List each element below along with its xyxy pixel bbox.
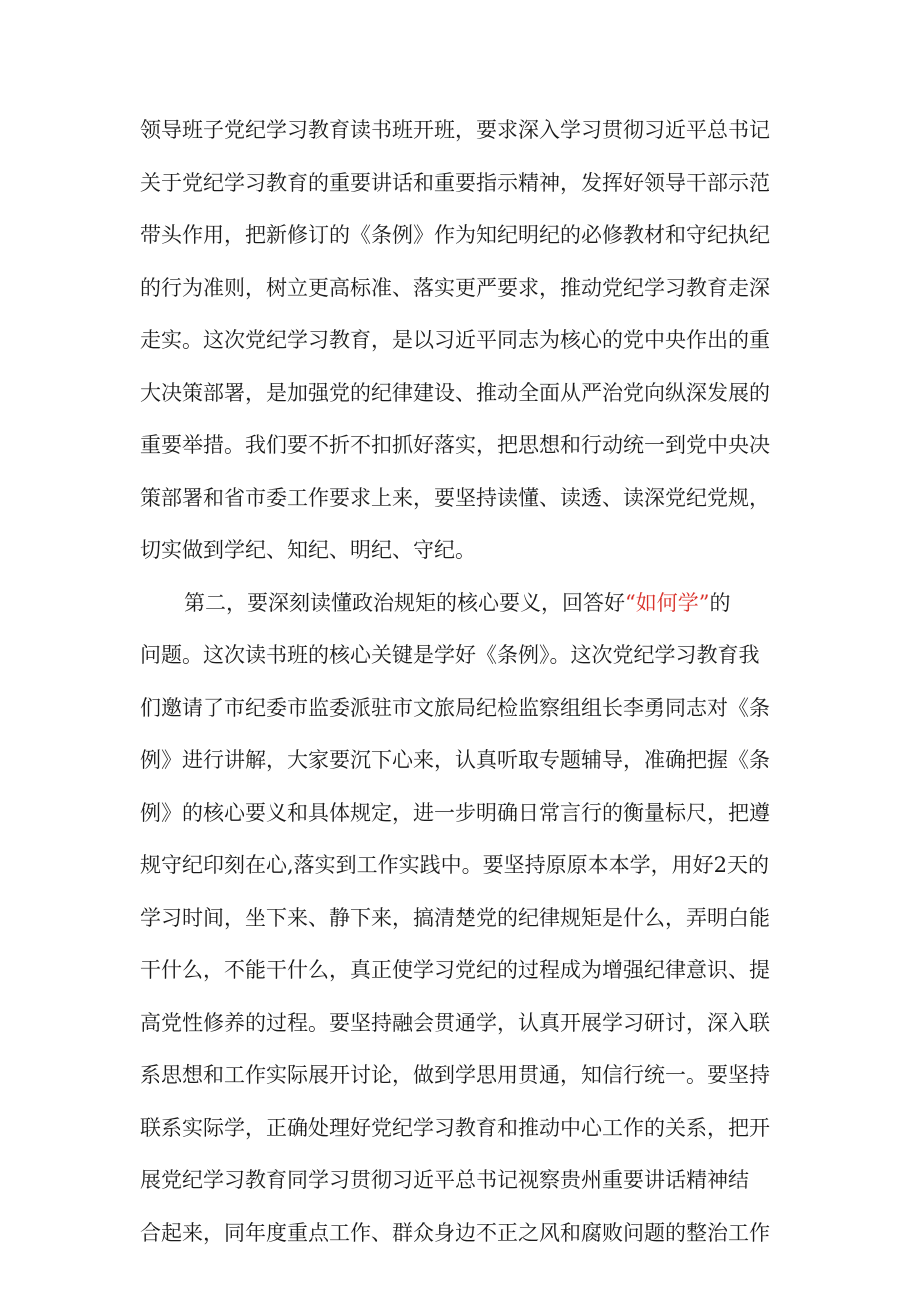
text-line: 切实做到学纪、知纪、明纪、守纪。 (140, 538, 476, 562)
text-line: 规守纪印刻在心,落实到工作实践中。要坚持原原本本学，用好2天的 (140, 853, 770, 877)
text-line: 领导班子党纪学习教育读书班开班，要求深入学习贯彻习近平总书记 (140, 118, 770, 142)
text-line: 系思想和工作实际展开讨论，做到学思用贯通，知信行统一。要坚持 (140, 1063, 770, 1087)
text-line: 学习时间，坐下来、静下来，搞清楚党的纪律规矩是什么，弄明白能 (140, 906, 770, 930)
highlighted-phrase: “如何学” (625, 591, 710, 615)
text-line: 合起来，同年度重点工作、群众身边不正之风和腐败问题的整治工作 (140, 1221, 770, 1245)
text-line: 例》的核心要义和具体规定，进一步明确日常言行的衡量标尺，把遵 (140, 801, 770, 825)
text-line: 策部署和省市委工作要求上来，要坚持读懂、读透、读深党纪党规， (140, 486, 770, 510)
text-line: 们邀请了市纪委市监委派驻市文旅局纪检监察组组长李勇同志对《条 (140, 696, 770, 720)
paragraph-2-first-line (184, 585, 790, 621)
text-line: 例》进行讲解，大家要沉下心来，认真听取专题辅导，准确把握《条 (140, 748, 770, 772)
text-line: 重要举措。我们要不折不扣抓好落实，把思想和行动统一到党中央决 (140, 433, 770, 457)
text-line: 的行为准则，树立更高标准、落实更严要求，推动党纪学习教育走深 (140, 276, 770, 300)
text-line: 走实。这次党纪学习教育，是以习近平同志为核心的党中央作出的重 (140, 328, 770, 352)
text-line: 带头作用，把新修订的《条例》作为知纪明纪的必修教材和守纪执纪 (140, 223, 770, 247)
text-line: 大决策部署，是加强党的纪律建设、推动全面从严治党向纵深发展的 (140, 381, 770, 405)
text-segment: 的 (709, 591, 731, 615)
text-line: 联系实际学，正确处理好党纪学习教育和推动中心工作的关系，把开 (140, 1116, 770, 1140)
text-segment: 第二，要深刻读懂政治规矩的核心要义，回答好 (184, 591, 625, 615)
text-line: 关于党纪学习教育的重要讲话和重要指示精神，发挥好领导干部示范 (140, 171, 770, 195)
text-line: 高党性修养的过程。要坚持融会贯通学，认真开展学习研讨，深入联 (140, 1011, 770, 1035)
text-line: 干什么，不能干什么，真正使学习党纪的过程成为增强纪律意识、提 (140, 958, 770, 982)
text-line: 展党纪学习教育同学习贯彻习近平总书记视察贵州重要讲话精神结 (140, 1168, 749, 1192)
text-line: 问题。这次读书班的核心关键是学好《条例》。这次党纪学习教育我 (140, 643, 760, 667)
